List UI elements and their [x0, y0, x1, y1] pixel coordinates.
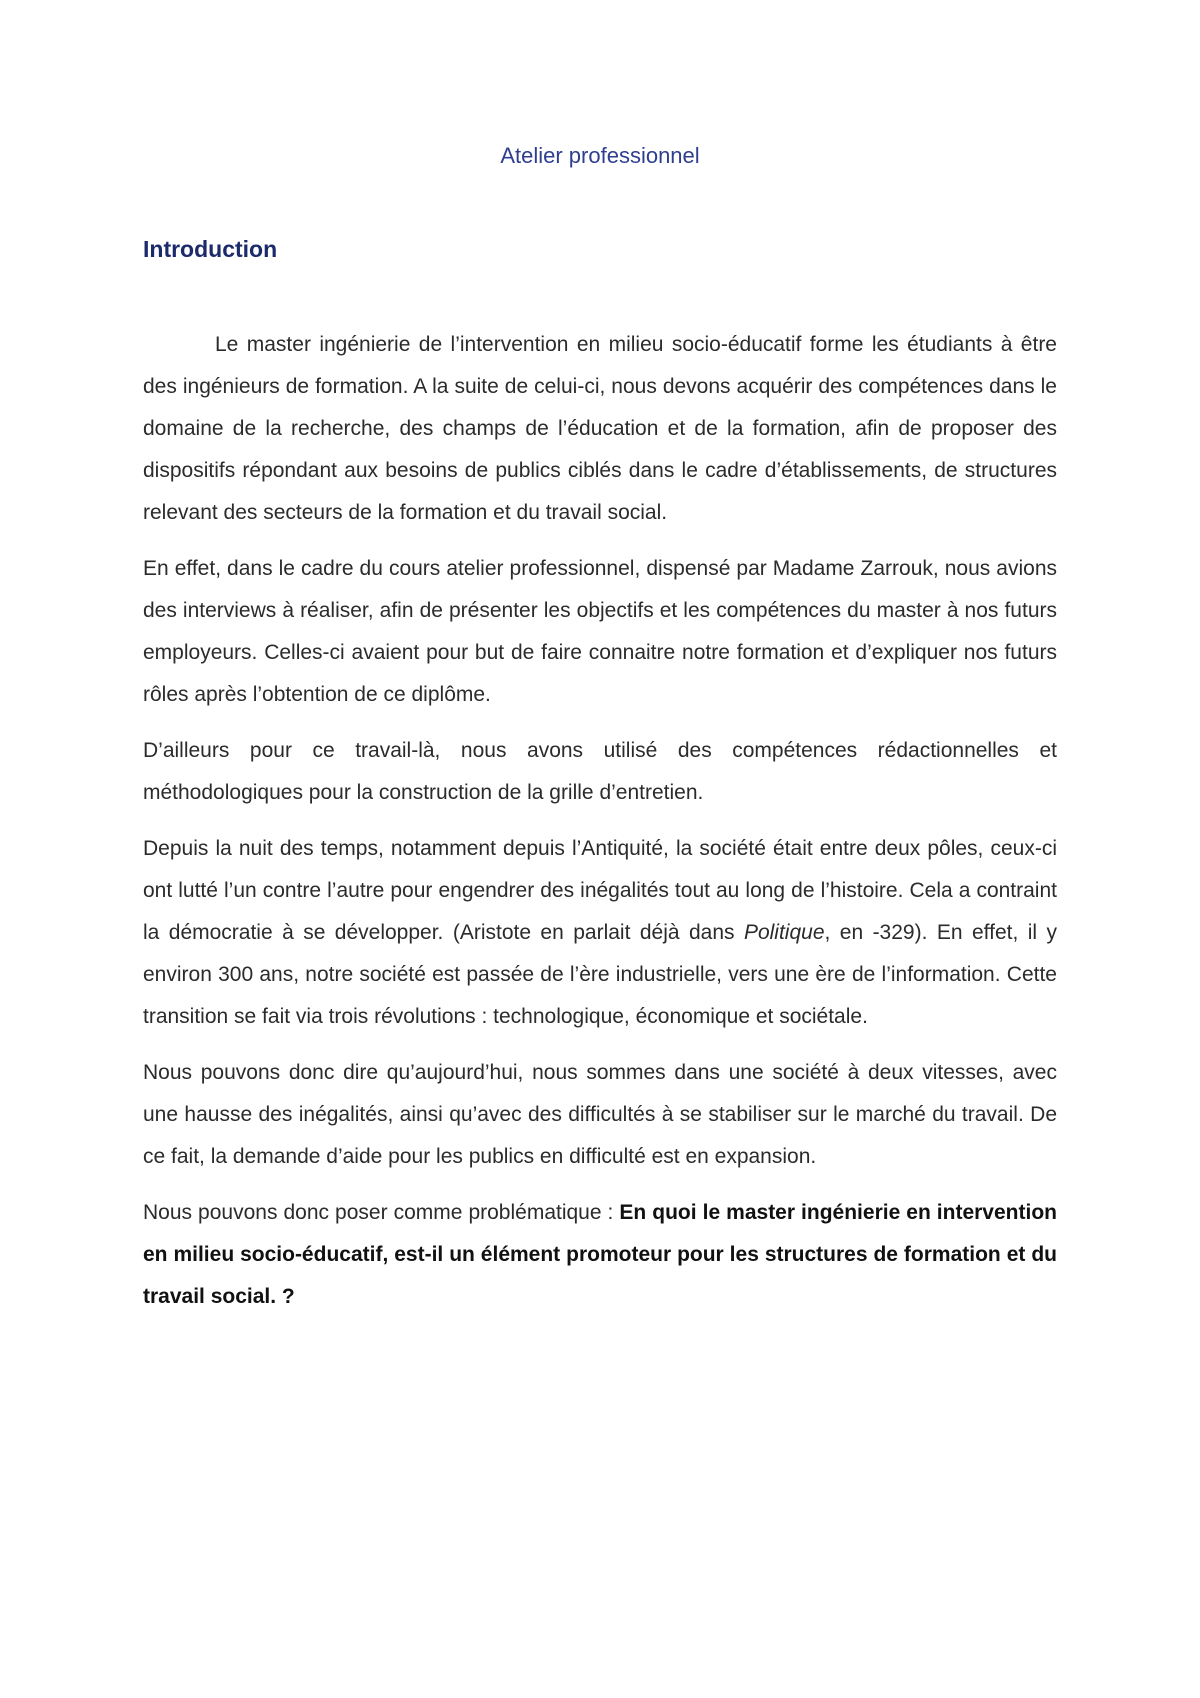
problematic-question: En quoi le master ingénierie en intervention en milieu socio-éducatif, est-il un élément promoteur pour les structures de formation et du travail social. ? — [143, 1201, 1057, 1308]
paragraph-history-part1: Depuis la nuit des temps, notamment depuis l’Antiquité, la société était entre deux pôles, ceux-ci ont lutté l’un contre l’autre pour engendrer des inégalités tout au long de l’histoire. Cela a contraint la démocratie à se développer. (Aristote en parlait déjà dans — [143, 837, 1057, 944]
paragraph-history — [143, 828, 1057, 1038]
paragraph-method: D’ailleurs pour ce travail-là, nous avons utilisé des compétences rédactionnelles et méthodologiques pour la construction de la grille d’entretien. — [143, 739, 1057, 804]
paragraph-problematic — [143, 1192, 1057, 1318]
paragraph-society: Nous pouvons donc dire qu’aujourd’hui, nous sommes dans une société à deux vitesses, avec une hausse des inégalités, ainsi qu’avec des difficultés à se stabiliser sur le marché du travail. De ce fait, la demande d’aide pour les publics en difficulté est en expansion. — [143, 1061, 1057, 1168]
section-heading: Introduction — [143, 236, 278, 262]
document-body — [143, 324, 1057, 1332]
book-title-reference: Politique — [743, 921, 825, 944]
paragraph-intro: Le master ingénierie de l’intervention en milieu socio-éducatif forme les étudiants à être des ingénieurs de formation. A la suite de celui-ci, nous devons acquérir des compétences dans le domaine de la recherche, des champs de l’éducation et de la formation, afin de proposer des dispositifs répondant aux besoins de publics ciblés dans le cadre d’établissements, de structures relevant des secteurs de la formation et du travail social. — [143, 333, 1057, 524]
paragraph-context: En effet, dans le cadre du cours atelier professionnel, dispensé par Madame Zarrouk, nous avions des interviews à réaliser, afin de présenter les objectifs et les compétences du master à nos futurs employeurs. Celles-ci avaient pour but de faire connaitre notre formation et d’expliquer nos futurs rôles après l’obtention de ce diplôme. — [143, 557, 1057, 706]
paragraph-history-part2: , en -329). En effet, il y environ 300 ans, notre société est passée de l’ère industrielle, vers une ère de l’information. Cette transition se fait via trois révolutions : technologique, économique et sociétale. — [143, 921, 1057, 1028]
problematic-lead: Nous pouvons donc poser comme problématique : — [143, 1201, 620, 1224]
document-title: Atelier professionnel — [500, 143, 700, 168]
